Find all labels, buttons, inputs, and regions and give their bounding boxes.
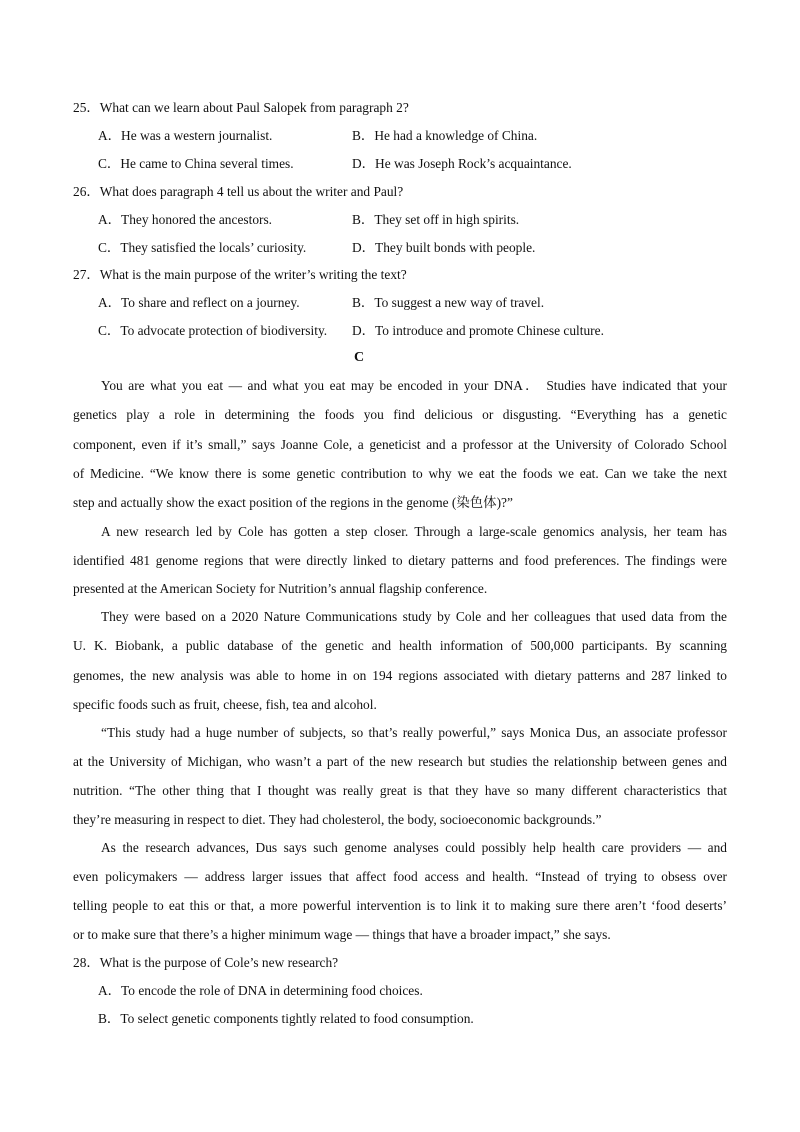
question-25-option-b: B．He had a knowledge of China. <box>352 128 538 143</box>
question-26-option-c: C．They satisfied the locals’ curiosity. <box>98 240 307 255</box>
passage-line: component, even if it’s small,” says Joanne Cole, a geneticist and a professor at the University of Colorado School <box>73 437 727 452</box>
passage-line: or to make sure that there’s a higher minimum wage — things that have a broader impact,” she says. <box>73 927 611 942</box>
passage-line: at the University of Michigan, who wasn’t a part of the new research but studies the relationship between genes and <box>73 754 727 769</box>
passage-line: even policymakers — address larger issues that affect food access and health. “Instead of trying to obsess over <box>73 869 727 884</box>
question-27-option-d: D．To introduce and promote Chinese culture. <box>352 323 604 338</box>
question-28-option-b: B．To select genetic components tightly related to food consumption. <box>98 1011 474 1026</box>
passage-line: step and actually show the exact position of the regions in the genome (染色体)?” <box>73 495 513 510</box>
question-26-stem: 26．What does paragraph 4 tell us about the writer and Paul? <box>73 184 404 199</box>
question-25-option-c: C．He came to China several times. <box>98 156 294 171</box>
passage-line: presented at the American Society for Nutrition’s annual flagship conference. <box>73 581 488 596</box>
section-heading: C <box>354 350 365 365</box>
question-27-option-c: C．To advocate protection of biodiversity. <box>98 323 328 338</box>
question-26-option-d: D．They built bonds with people. <box>352 240 536 255</box>
question-25-stem: 25．What can we learn about Paul Salopek from paragraph 2? <box>73 100 409 115</box>
passage-line: genomes, the new analysis was able to home in on 194 regions associated with dietary patterns and 287 linked to <box>73 668 727 683</box>
passage-line: nutrition. “The other thing that I thought was really great is that they have so many different characteristics that <box>73 783 727 798</box>
passage-line: “This study had a huge number of subjects, so that’s really powerful,” says Monica Dus, an associate professor <box>101 725 727 740</box>
question-26-option-b: B．They set off in high spirits. <box>352 212 520 227</box>
question-27-option-b: B．To suggest a new way of travel. <box>352 295 545 310</box>
passage-line: A new research led by Cole has gotten a step closer. Through a large-scale genomics analysis, her team has <box>101 524 727 539</box>
passage-line: U. K. Biobank, a public database of the genetic and health information of 500,000 participants. By scanning <box>73 638 727 653</box>
question-28-stem: 28．What is the purpose of Cole’s new research? <box>73 955 339 970</box>
passage-line: telling people to eat this or that, a more powerful intervention is to link it to making sure there aren’t ‘food deserts’ <box>73 898 727 913</box>
passage-line: of Medicine. “We know there is some genetic contribution to why we eat the foods we eat. Can we take the next <box>73 466 727 481</box>
passage-line: they’re measuring in respect to diet. They had cholesterol, the body, socioeconomic backgrounds.” <box>73 812 602 827</box>
question-27-option-a: A．To share and reflect on a journey. <box>98 295 300 310</box>
question-25-option-a: A．He was a western journalist. <box>98 128 273 143</box>
passage-line: You are what you eat — and what you eat may be encoded in your DNA． Studies have indicated that your <box>101 378 727 393</box>
passage-line: identified 481 genome regions that were directly linked to dietary patterns and food preferences. The findings were <box>73 553 727 568</box>
passage-line: genetics play a role in determining the foods you find delicious or disgusting. “Everything has a genetic <box>73 407 727 422</box>
passage-line: They were based on a 2020 Nature Communications study by Cole and her colleagues that used data from the <box>101 609 727 624</box>
passage-line: specific foods such as fruit, cheese, fish, tea and alcohol. <box>73 697 377 712</box>
passage-line: As the research advances, Dus says such genome analyses could possibly help health care providers — and <box>101 840 727 855</box>
question-26-option-a: A．They honored the ancestors. <box>98 212 273 227</box>
question-28-option-a: A．To encode the role of DNA in determining food choices. <box>98 983 423 998</box>
question-27-stem: 27．What is the main purpose of the writer’s writing the text? <box>73 267 407 282</box>
question-25-option-d: D．He was Joseph Rock’s acquaintance. <box>352 156 572 171</box>
